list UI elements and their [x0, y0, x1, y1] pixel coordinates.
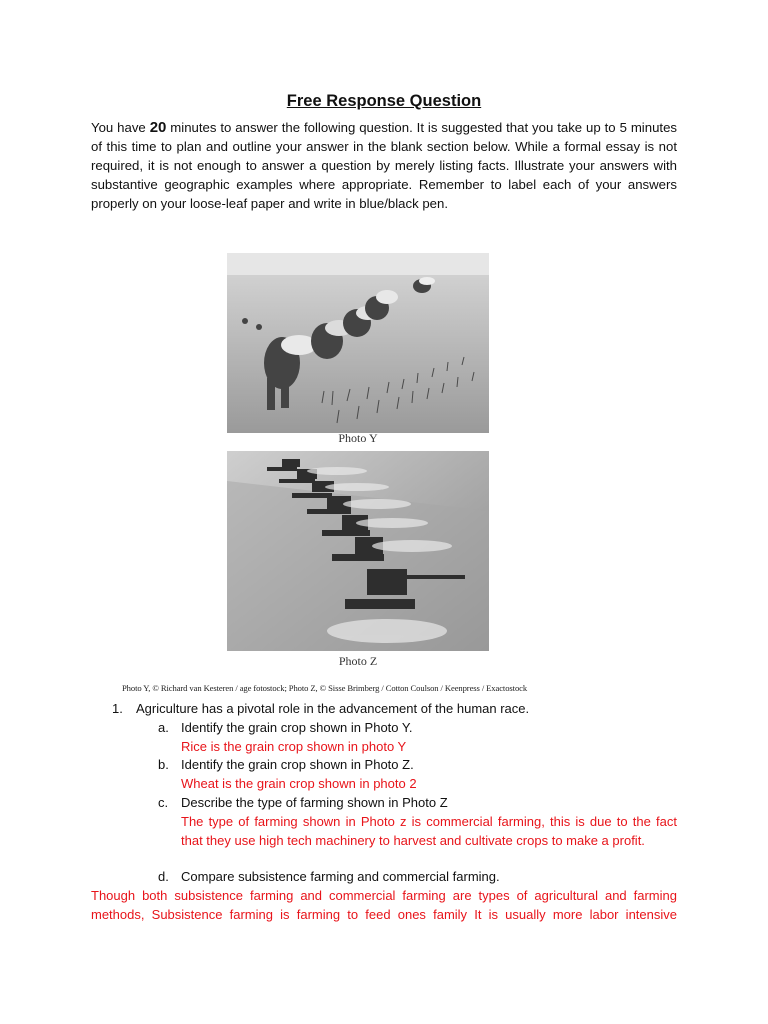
- question-text: Agriculture has a pivotal role in the advancement of the human race.: [136, 701, 530, 716]
- photo-y-rice-paddy: [227, 253, 489, 433]
- intro-after: minutes to answer the following question. It is suggested that you take up to 5 minutes of this time to plan and outline your answer in the blank section below. While a formal essay is not required, it is not enough to answer a question by merely listing facts. Illustrate your answers with substantive geographic examples where appropriate. Remember to label each of your answers properly on your loose-leaf paper and write in blue/black pen.: [91, 120, 677, 211]
- photo-credit: Photo Y, © Richard van Kesteren / age fotostock; Photo Z, © Sisse Brimberg / Cotton Coulson / Keenpress / Exactostock: [122, 683, 528, 693]
- part-b-prompt: Identify the grain crop shown in Photo Z.: [181, 757, 414, 772]
- photo-z-combines: [227, 451, 489, 651]
- part-d-answer: Though both subsistence farming and commercial farming are types of agricultural and farming methods, Subsistence farming is farming to feed ones family It is usually more labor intensive: [91, 888, 677, 922]
- photo-y-caption: Photo Y: [338, 431, 378, 445]
- part-a-prompt: Identify the grain crop shown in Photo Y.: [181, 720, 413, 735]
- photo-z-caption: Photo Z: [338, 654, 378, 668]
- part-d-letter: d.: [158, 869, 169, 884]
- part-b-letter: b.: [158, 757, 169, 772]
- question-number: 1.: [112, 701, 123, 716]
- page-title: Free Response Question: [286, 92, 482, 110]
- instructions-paragraph: [91, 118, 677, 213]
- part-a-letter: a.: [158, 720, 169, 735]
- part-d-prompt: Compare subsistence farming and commercial farming.: [181, 869, 500, 884]
- intro-before: You have: [91, 120, 150, 135]
- part-a-answer: Rice is the grain crop shown in photo Y: [181, 739, 407, 754]
- minutes-value: 20: [149, 119, 167, 136]
- part-c-letter: c.: [158, 795, 169, 810]
- part-c-prompt: Describe the type of farming shown in Photo Z: [181, 795, 448, 810]
- part-c-answer: The type of farming shown in Photo z is commercial farming, this is due to the fact that they use high tech machinery to harvest and cultivate crops to make a profit.: [181, 814, 677, 848]
- part-b-answer: Wheat is the grain crop shown in photo 2: [181, 776, 417, 791]
